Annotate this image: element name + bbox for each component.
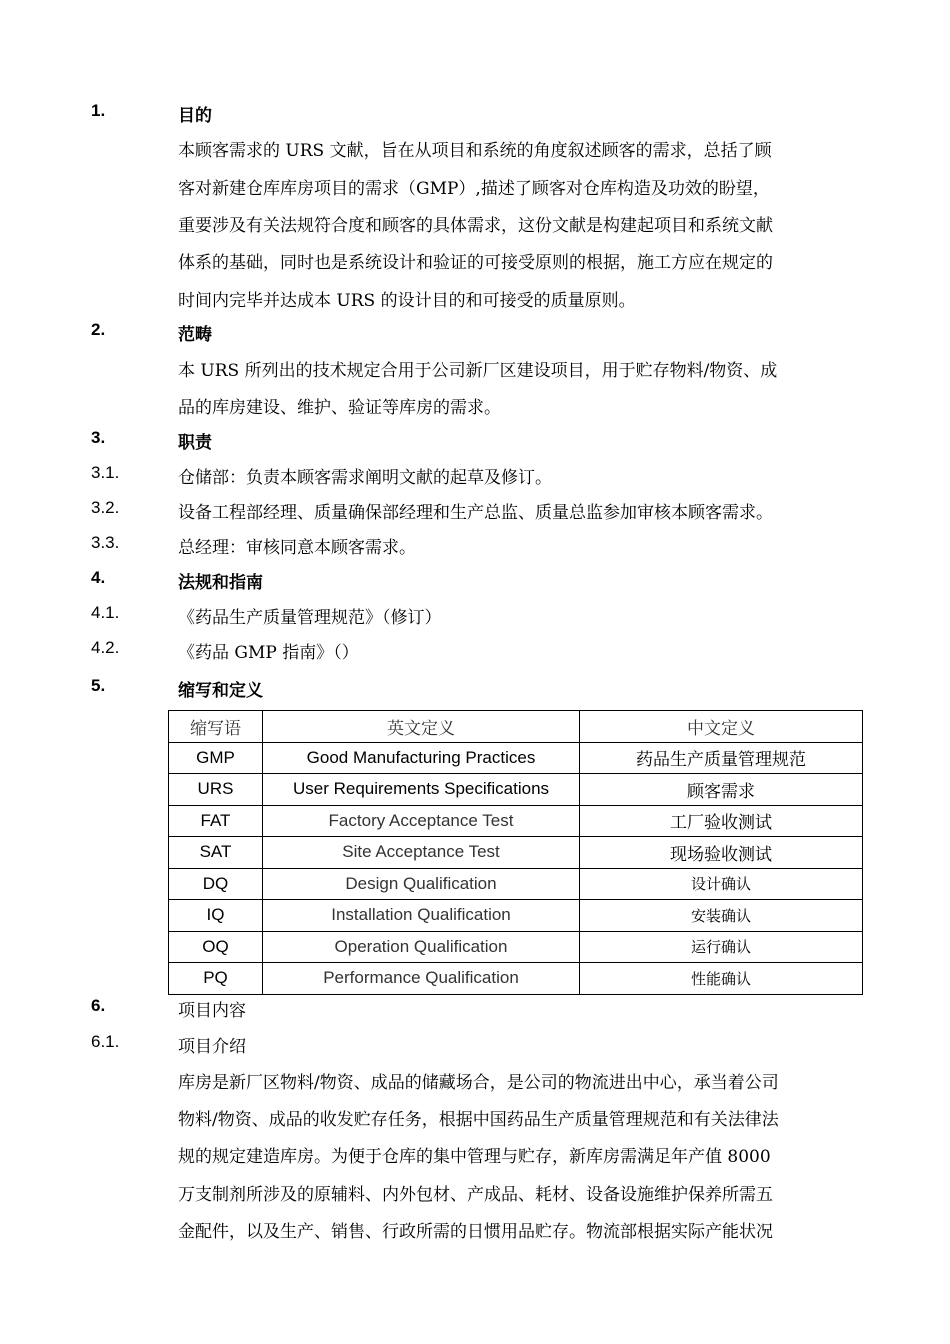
table-cell: IQ xyxy=(169,900,263,932)
table-cell: 顾客需求 xyxy=(580,774,863,806)
section-heading-regulations: 法规和指南 xyxy=(178,573,263,593)
table-cell: 安装确认 xyxy=(580,900,863,932)
table-cell: Installation Qualification xyxy=(263,900,580,932)
paragraph-line: 金配件，以及生产、销售、行政所需的日惯用品贮存。物流部根据实际产能状况 xyxy=(178,1222,773,1242)
table-cell: Factory Acceptance Test xyxy=(263,805,580,837)
table-cell: User Requirements Specifications xyxy=(263,774,580,806)
item-number: 6.1. xyxy=(91,1032,120,1051)
section-heading-scope: 范畴 xyxy=(178,325,212,345)
item-number: 3.3. xyxy=(91,533,120,552)
table-row xyxy=(169,837,863,869)
table-cell: SAT xyxy=(169,837,263,869)
table-cell: 性能确认 xyxy=(580,963,863,995)
section-number: 2. xyxy=(91,320,106,339)
table-cell: OQ xyxy=(169,931,263,963)
list-item: 《药品 GMP 指南》（） xyxy=(178,643,359,663)
table-cell: PQ xyxy=(169,963,263,995)
table-cell: 运行确认 xyxy=(580,931,863,963)
item-number: 4.2. xyxy=(91,638,120,657)
table-cell: FAT xyxy=(169,805,263,837)
table-cell: 工厂验收测试 xyxy=(580,805,863,837)
table-row xyxy=(169,931,863,963)
header-chinese-definition: 中文定义 xyxy=(580,711,863,743)
table-cell: 设计确认 xyxy=(580,868,863,900)
item-number: 3.1. xyxy=(91,463,120,482)
section-number: 1. xyxy=(91,101,106,120)
paragraph-line: 本 URS 所列出的技术规定合用于公司新厂区建设项目，用于贮存物料/物资、成 xyxy=(178,361,778,381)
subsection-heading-project-intro: 项目介绍 xyxy=(178,1037,246,1057)
abbreviation-table xyxy=(168,710,863,995)
table-row xyxy=(169,742,863,774)
table-cell: Site Acceptance Test xyxy=(263,837,580,869)
table-cell: URS xyxy=(169,774,263,806)
table-cell: 药品生产质量管理规范 xyxy=(580,742,863,774)
paragraph-line: 物料/物资、成品的收发贮存任务，根据中国药品生产质量管理规范和有关法律法 xyxy=(178,1110,779,1130)
list-item: 总经理：审核同意本顾客需求。 xyxy=(178,538,416,558)
paragraph-line: 客对新建仓库库房项目的需求（GMP）,描述了顾客对仓库构造及功效的盼望， xyxy=(178,179,770,199)
paragraph-line: 重要涉及有关法规符合度和顾客的具体需求，这份文献是构建起项目和系统文献 xyxy=(178,216,773,236)
list-item: 《药品生产质量管理规范》（修订） xyxy=(178,608,442,628)
table-cell: Operation Qualification xyxy=(263,931,580,963)
section-heading-responsibilities: 职责 xyxy=(178,433,212,453)
header-abbreviation: 缩写语 xyxy=(169,711,263,743)
item-number: 4.1. xyxy=(91,603,120,622)
table-cell: Good Manufacturing Practices xyxy=(263,742,580,774)
section-heading-project-content: 项目内容 xyxy=(178,1001,246,1021)
section-number: 3. xyxy=(91,428,106,447)
table-header-row xyxy=(169,711,863,743)
paragraph-line: 时间内完毕并达成本 URS 的设计目的和可接受的质量原则。 xyxy=(178,291,636,311)
table-cell: DQ xyxy=(169,868,263,900)
section-number: 4. xyxy=(91,568,106,587)
table-cell: 现场验收测试 xyxy=(580,837,863,869)
table-row xyxy=(169,774,863,806)
table-cell: GMP xyxy=(169,742,263,774)
list-item: 仓储部：负责本顾客需求阐明文献的起草及修订。 xyxy=(178,468,552,488)
header-english-definition: 英文定义 xyxy=(263,711,580,743)
section-number: 5. xyxy=(91,676,106,695)
paragraph-line: 体系的基础，同时也是系统设计和验证的可接受原则的根据，施工方应在规定的 xyxy=(178,253,773,273)
section-number: 6. xyxy=(91,996,106,1015)
paragraph-line: 品的库房建设、维护、验证等库房的需求。 xyxy=(178,398,501,418)
section-heading-purpose: 目的 xyxy=(178,106,212,126)
table-cell: Performance Qualification xyxy=(263,963,580,995)
table-row xyxy=(169,900,863,932)
item-number: 3.2. xyxy=(91,498,120,517)
section-heading-abbreviations: 缩写和定义 xyxy=(178,681,263,701)
list-item: 设备工程部经理、质量确保部经理和生产总监、质量总监参加审核本顾客需求。 xyxy=(178,503,773,523)
table-cell: Design Qualification xyxy=(263,868,580,900)
table-row xyxy=(169,868,863,900)
table-row xyxy=(169,963,863,995)
table-row xyxy=(169,805,863,837)
paragraph-line: 规的规定建造库房。为便于仓库的集中管理与贮存，新库房需满足年产值 8000 xyxy=(178,1147,771,1167)
paragraph-line: 本顾客需求的 URS 文献，旨在从项目和系统的角度叙述顾客的需求，总括了顾 xyxy=(178,141,772,161)
paragraph-line: 库房是新厂区物料/物资、成品的储藏场合，是公司的物流进出中心，承当着公司 xyxy=(178,1073,779,1093)
paragraph-line: 万支制剂所涉及的原辅料、内外包材、产成品、耗材、设备设施维护保养所需五 xyxy=(178,1185,773,1205)
